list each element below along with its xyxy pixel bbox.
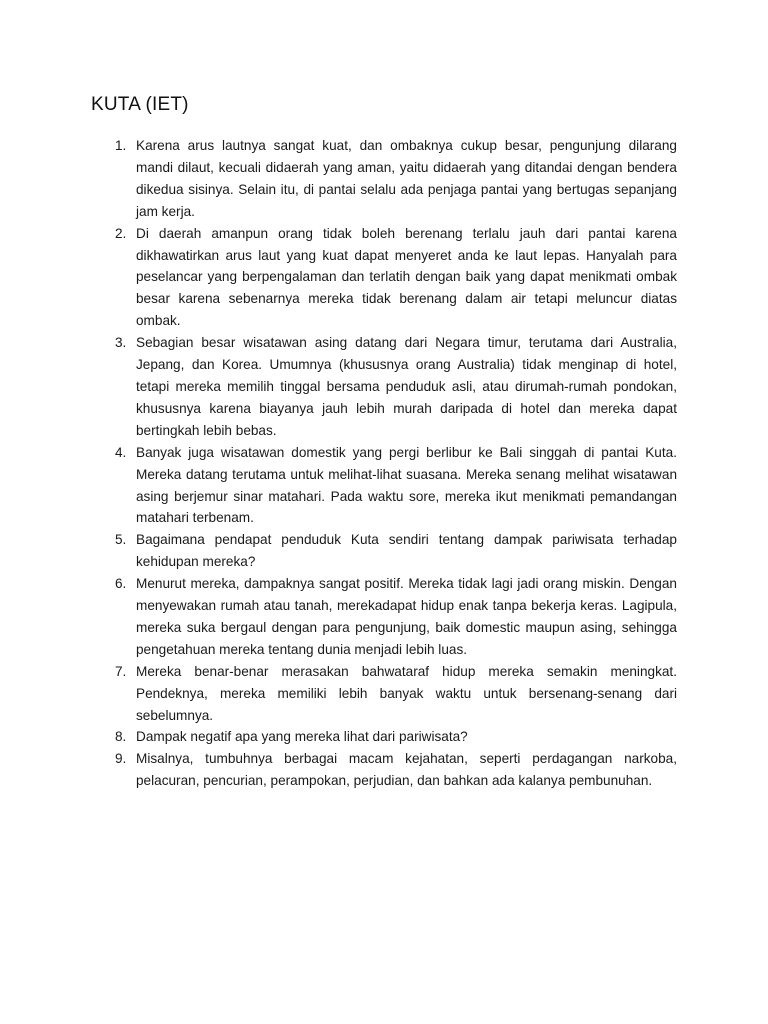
item-number: 4. [115,444,127,460]
item-text: Karena arus lautnya sangat kuat, dan ombaknya cukup besar, pengunjung dilarang mandi dilaut, kecuali didaerah yang aman, yaitu didaerah yang ditandai dengan bendera dikedua sisinya. Selain itu, di pantai selalu ada penjaga pantai yang bertugas sepanjang jam kerja. [136,138,677,219]
item-text: Mereka benar-benar merasakan bahwataraf hidup mereka semakin meningkat. Pendeknya, mereka memiliki lebih banyak waktu untuk bersenang-senang dari sebelumnya. [136,663,677,723]
item-text: Misalnya, tumbuhnya berbagai macam kejahatan, seperti perdagangan narkoba, pelacuran, pencurian, perampokan, perjudian, dan bahkan ada kalanya pembunuhan. [136,751,677,789]
list-item [91,442,677,530]
item-text: Di daerah amanpun orang tidak boleh berenang terlalu jauh dari pantai karena dikhawatirkan arus laut yang kuat dapat menyeret anda ke laut lepas. Hanyalah para peselancar yang berpengalaman dan terlatih dengan baik yang dapat menikmati ombak besar karena sebenarnya mereka tidak berenang dalam air tetapi meluncur diatas ombak. [136,225,677,329]
item-number: 9. [115,751,127,767]
item-number: 3. [115,335,127,351]
list-item [91,135,677,223]
item-number: 8. [115,729,127,745]
item-number: 2. [115,225,127,241]
list-item [91,223,677,333]
item-text: Banyak juga wisatawan domestik yang pergi berlibur ke Bali singgah di pantai Kuta. Mereka datang terutama untuk melihat-lihat suasana. Mereka senang melihat wisatawan asing berjemur sinar matahari. Pada waktu sore, mereka ikut menikmati pemandangan matahari terbenam. [136,444,677,526]
item-number: 7. [115,663,127,679]
list-item [91,661,677,727]
item-text: Sebagian besar wisatawan asing datang dari Negara timur, terutama dari Australia, Jepang, dan Korea. Umumnya (khususnya orang Australia) tidak menginap di hotel, tetapi mereka memilih tinggal bersama penduduk asli, atau dirumah-rumah pondokan, khususnya karena biayanya jauh lebih murah daripada di hotel dan mereka dapat bertingkah lebih bebas. [136,335,677,438]
item-text: Menurut mereka, dampaknya sangat positif. Mereka tidak lagi jadi orang miskin. Dengan menyewakan rumah atau tanah, merekadapat hidup enak tanpa bekerja keras. Lagipula, mereka suka bergaul dengan para pengunjung, baik domestic maupun asing, sehingga pengetahuan mereka tentang dunia menjadi lebih luas. [136,576,677,657]
list-item [91,332,677,442]
item-text: Dampak negatif apa yang mereka lihat dari pariwisata? [136,729,468,745]
item-number: 5. [115,532,127,548]
document-title: KUTA (IET) [91,94,189,115]
item-number: 6. [115,576,127,592]
numbered-list [91,135,677,792]
list-item [91,726,677,748]
list-item [91,573,677,661]
list-item [91,529,677,573]
item-number: 1. [115,138,127,153]
item-text: Bagaimana pendapat penduduk Kuta sendiri tentang dampak pariwisata terhadap kehidupan mereka? [136,532,677,570]
list-item [91,748,677,792]
